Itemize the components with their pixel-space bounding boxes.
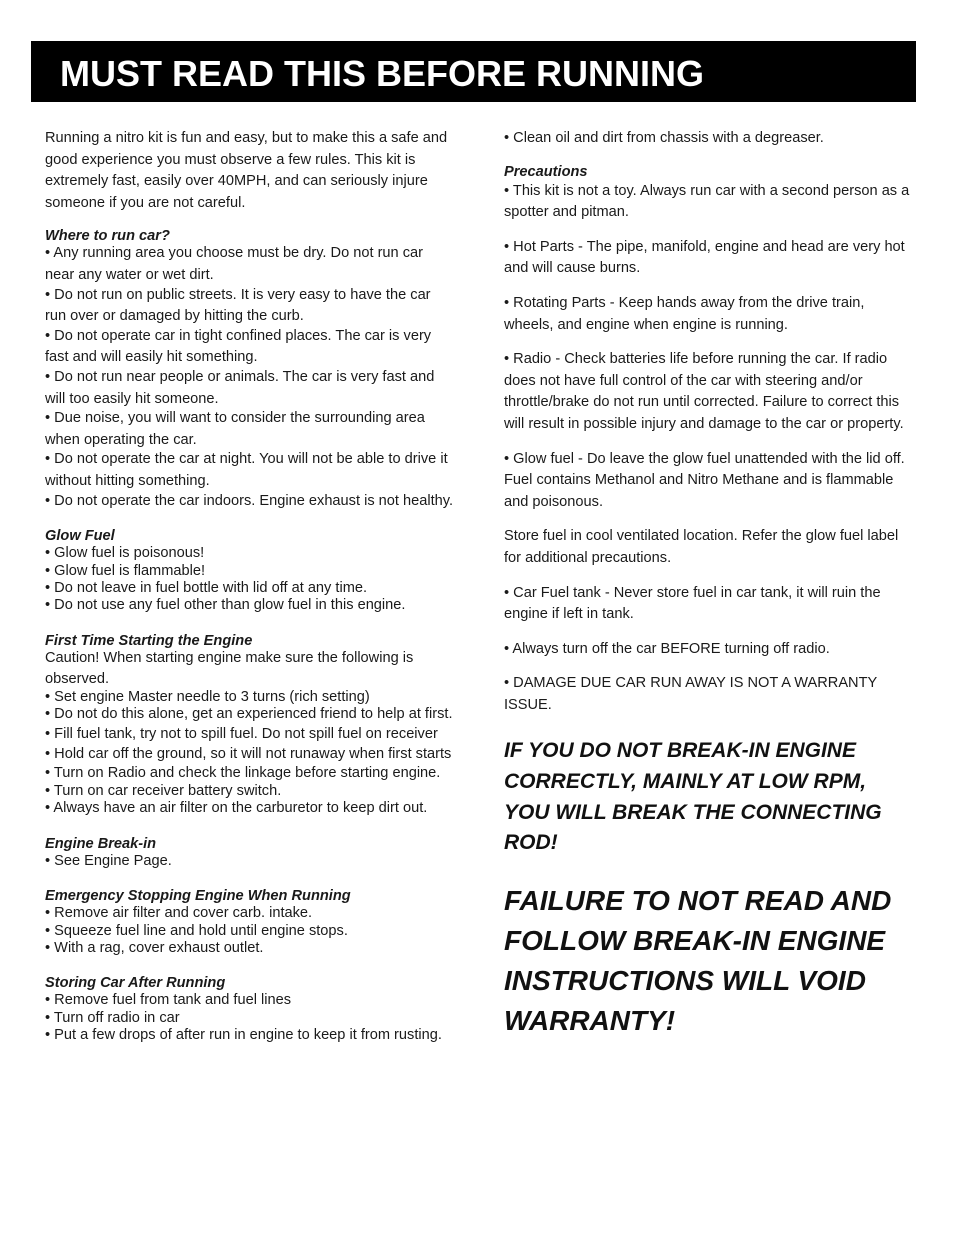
bullet-list-emergency xyxy=(45,905,455,957)
intro-paragraph: Running a nitro kit is fun and easy, but to make this a safe and good experience you must observe a few rules. This kit is extremely fast, easily over 40MPH, and can seriously injure someone if you are not careful. xyxy=(45,130,448,211)
section-storing xyxy=(45,975,455,1046)
degreaser-line: • Clean oil and dirt from chassis with a degreaser. xyxy=(504,130,824,146)
section-title-emergency: Emergency Stopping Engine When Running xyxy=(45,888,351,905)
section-title-first: First Time Starting the Engine xyxy=(45,632,253,649)
section-title-glow: Glow Fuel xyxy=(45,528,115,545)
section-title-precautions: Precautions xyxy=(504,163,588,180)
list-item: • Glow fuel is flammable! xyxy=(45,562,206,579)
list-item: • Always have an air filter on the carburetor to keep dirt out. xyxy=(45,800,428,817)
precaution-item: • DAMAGE DUE CAR RUN AWAY IS NOT A WARRANTY ISSUE. xyxy=(504,675,877,713)
section-title-where: Where to run car? xyxy=(45,228,170,245)
bullet-list-glow xyxy=(45,545,455,615)
list-item: • Put a few drops of after run in engine to keep it from rusting. xyxy=(45,1027,442,1044)
precaution-item: • Glow fuel - Do leave the glow fuel unattended with the lid off. Fuel contains Methanol and Nitro Methane and is flammable and poisonous. xyxy=(504,450,905,510)
list-item: • Fill fuel tank, try not to spill fuel. Do not spill fuel on receiver xyxy=(45,725,438,742)
precaution-item: • Car Fuel tank - Never store fuel in car tank, it will ruin the engine if left in tank. xyxy=(504,584,881,623)
title-banner xyxy=(31,41,916,102)
bullet-list-storing xyxy=(45,992,455,1046)
list-item: • Do not operate the car indoors. Engine exhaust is not healthy. xyxy=(45,492,454,509)
list-item: • Do not use any fuel other than glow fuel in this engine. xyxy=(45,597,406,614)
list-item: • Do not operate the car at night. You will not be able to drive it without hitting something. xyxy=(45,451,448,489)
list-item: • Due noise, you will want to consider the surrounding area when operating the car. xyxy=(45,410,425,448)
bullet-list-breakin xyxy=(45,853,455,870)
list-item: • With a rag, cover exhaust outlet. xyxy=(45,939,264,956)
list-item: • Turn off radio in car xyxy=(45,1009,180,1026)
list-item: Caution! When starting engine make sure the following is observed. xyxy=(45,649,414,688)
precaution-item: • Hot Parts - The pipe, manifold, engine and head are very hot and will cause burns. xyxy=(504,238,905,277)
list-item: • Remove fuel from tank and fuel lines xyxy=(45,992,292,1009)
list-item: • Any running area you choose must be dry. Do not run car near any water or wet dirt. xyxy=(45,245,423,283)
list-item: • Glow fuel is poisonous! xyxy=(45,545,205,562)
warranty-warning: FAILURE TO NOT READ AND FOLLOW BREAK-IN ENGINE INSTRUCTIONS WILL VOID WARRANTY! xyxy=(504,884,892,1036)
list-item: • Turn on car receiver battery switch. xyxy=(45,782,282,799)
list-item: • Do not run on public streets. It is very easy to have the car run over or damaged by hitting the curb. xyxy=(45,286,431,325)
list-item: • Do not run near people or animals. The car is very fast and will too easily hit someone. xyxy=(45,368,435,407)
section-title-breakin: Engine Break-in xyxy=(45,835,157,852)
section-first-start xyxy=(45,633,455,820)
break-in-warning: IF YOU DO NOT BREAK-IN ENGINE CORRECTLY, MAINLY AT LOW RPM, YOU WILL BREAK THE CONNECTING ROD! xyxy=(504,739,882,855)
page-title: MUST READ THIS BEFORE RUNNING xyxy=(60,53,705,94)
right-column xyxy=(504,128,914,1041)
list-item: • Set engine Master needle to 3 turns (rich setting) xyxy=(45,688,370,705)
section-where-to-run xyxy=(45,228,455,512)
left-column xyxy=(45,128,455,1063)
section-glow-fuel xyxy=(45,528,455,615)
precaution-item: • Radio - Check batteries life before running the car. If radio does not have full control of the car with steering and/or throttle/brake do not run until corrected. Failure to correct this will result in possible injury and damage to the car or property. xyxy=(504,351,904,432)
list-item: • Turn on Radio and check the linkage before starting engine. xyxy=(45,765,441,782)
precaution-item: • Always turn off the car BEFORE turning off radio. xyxy=(504,640,830,657)
bullet-list-where xyxy=(45,243,455,512)
list-item: • Squeeze fuel line and hold until engine stops. xyxy=(45,922,348,939)
list-item: • Remove air filter and cover carb. intake. xyxy=(45,905,313,922)
precaution-item: Store fuel in cool ventilated location. Refer the glow fuel label for additional precautions. xyxy=(504,528,899,566)
list-item: • Hold car off the ground, so it will not runaway when first starts xyxy=(45,745,452,762)
list-item: • Do not do this alone, get an experienced friend to help at first. xyxy=(45,706,453,723)
list-item: • Do not operate car in tight confined places. The car is very fast and will easily hit something. xyxy=(45,327,432,366)
precaution-item: • This kit is not a toy. Always run car with a second person as a spotter and pitman. xyxy=(504,182,910,221)
bullet-list-first xyxy=(45,648,455,820)
section-break-in xyxy=(45,836,455,870)
section-title-storing: Storing Car After Running xyxy=(45,975,226,992)
list-item: • Do not leave in fuel bottle with lid off at any time. xyxy=(45,579,368,596)
precaution-item: • Rotating Parts - Keep hands away from the drive train, wheels, and engine when engine is running. xyxy=(504,294,865,333)
section-emergency xyxy=(45,888,455,957)
list-item: • See Engine Page. xyxy=(45,852,172,869)
